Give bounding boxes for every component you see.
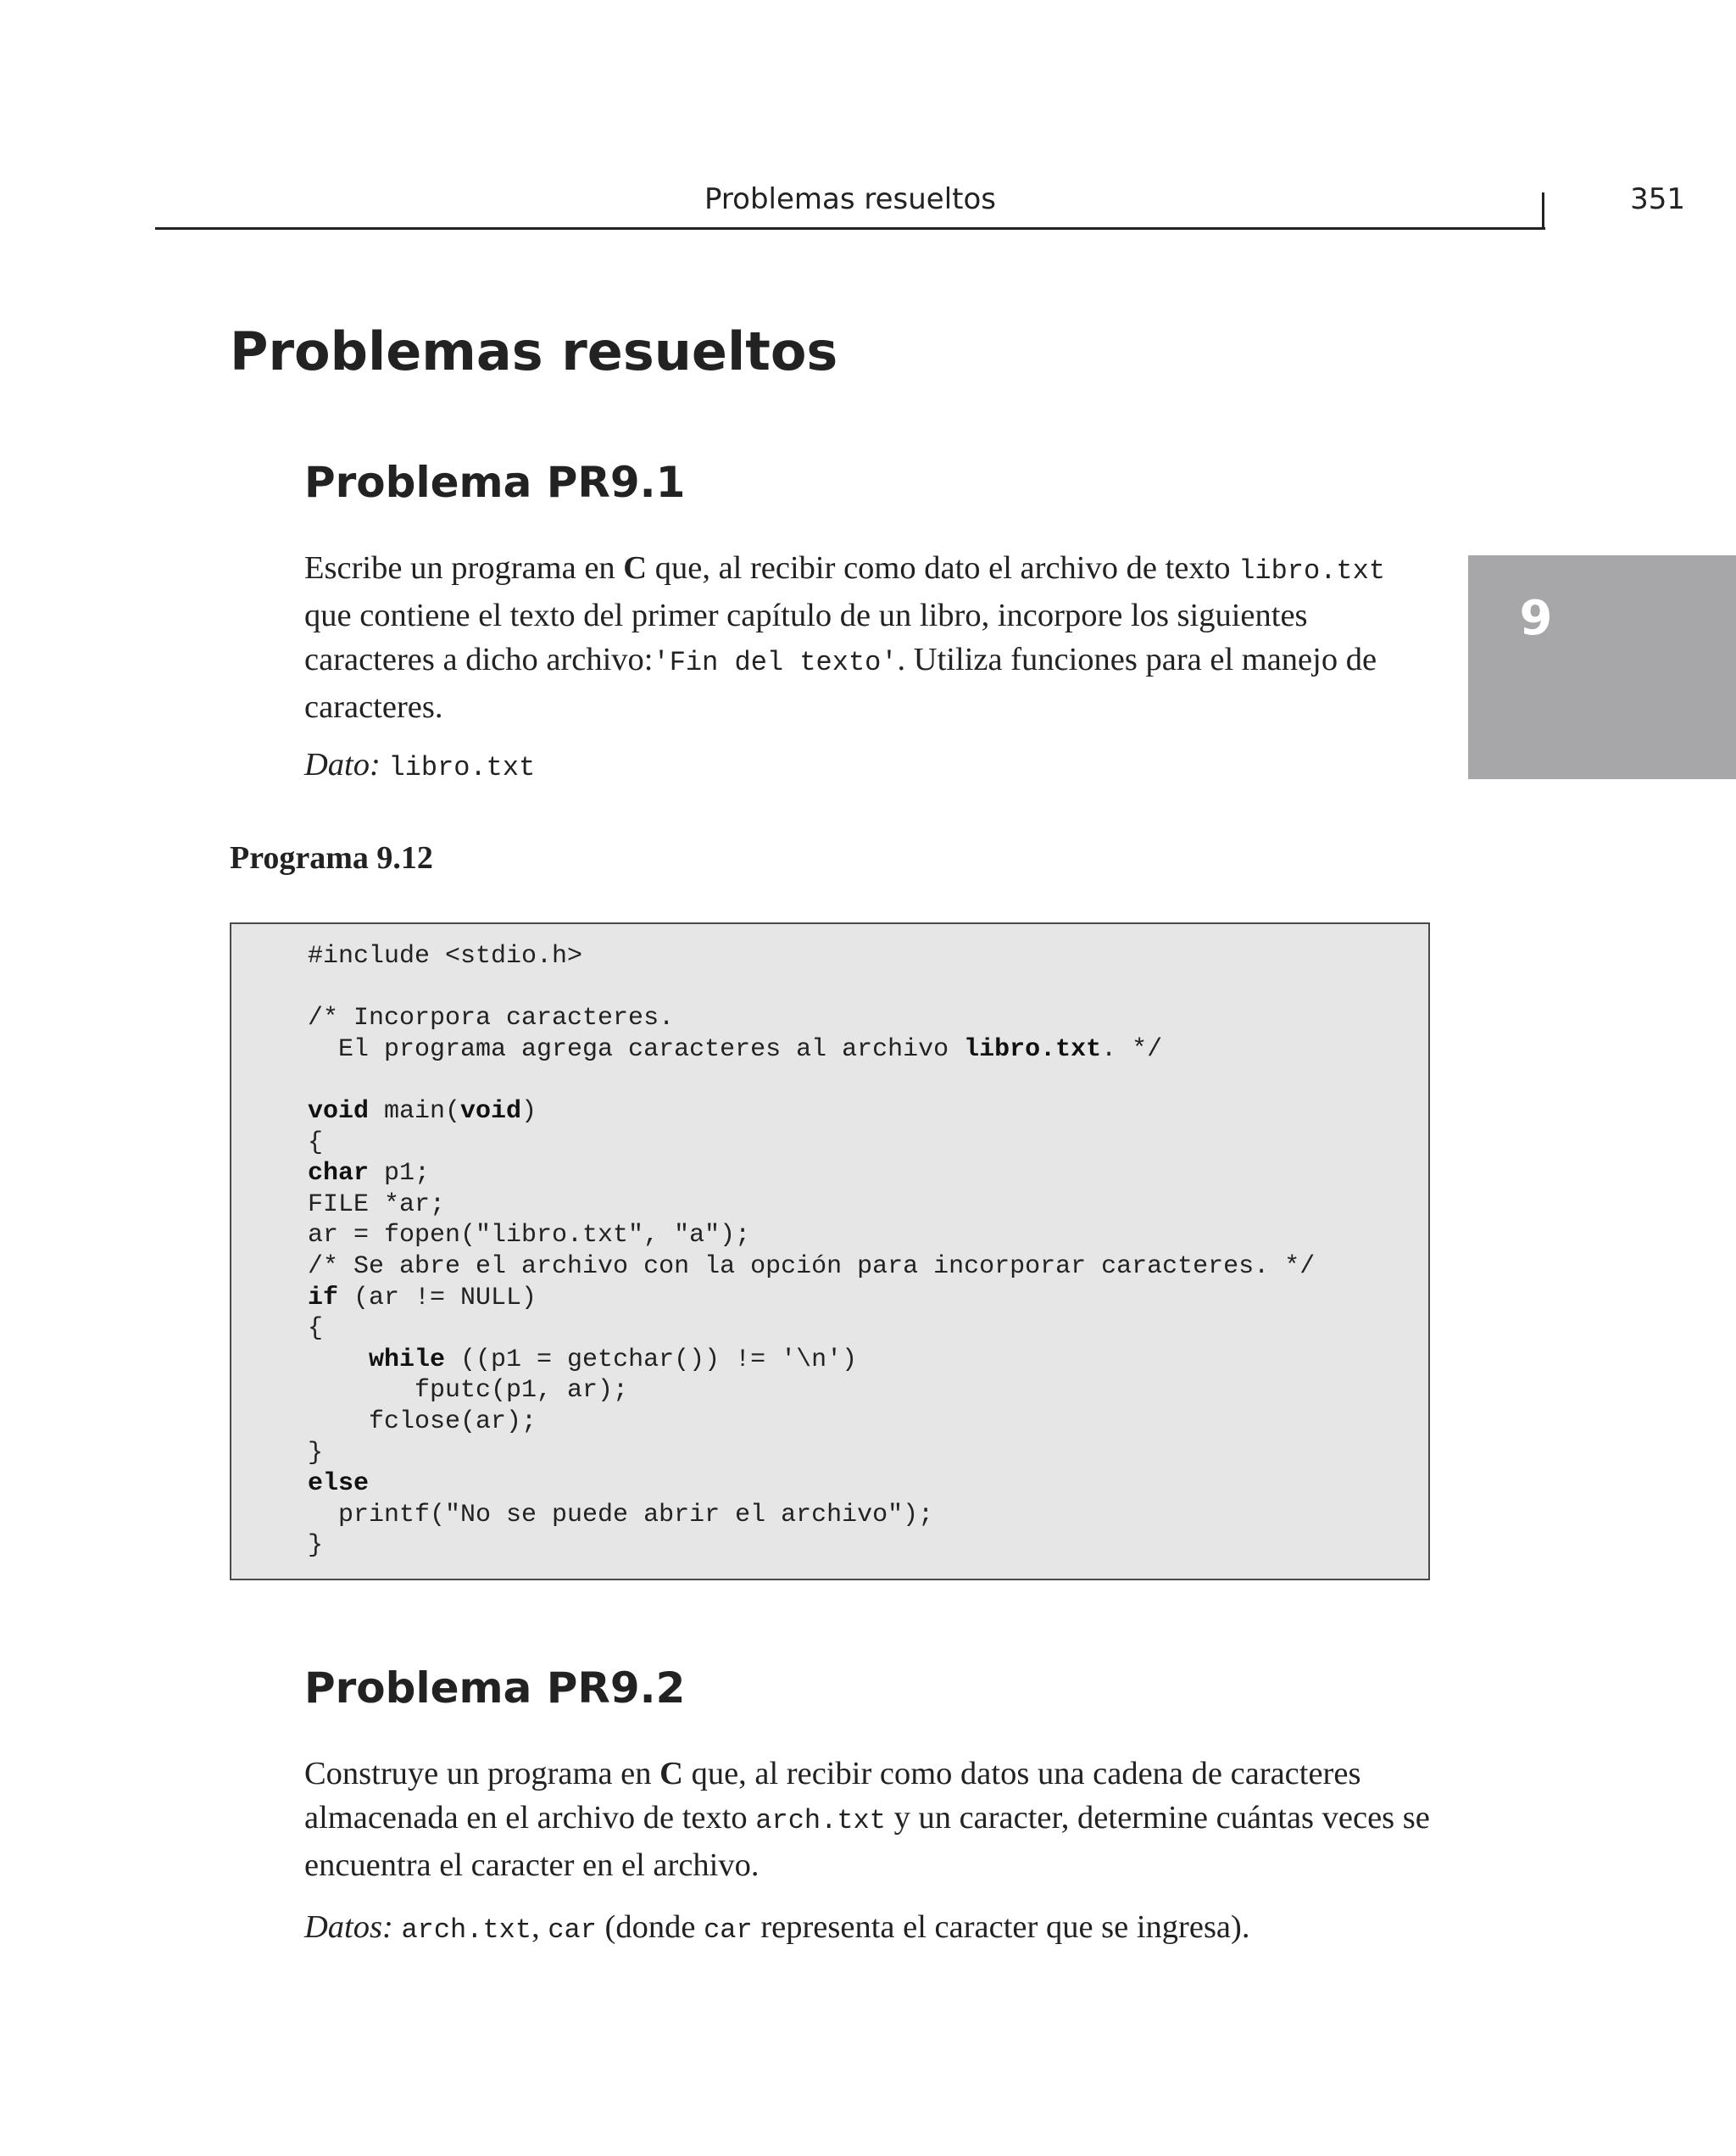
statement-text: y un caracter, determine cuántas veces se encuentra el caracter en el archivo. — [304, 1800, 1430, 1883]
code-line — [308, 1034, 1315, 1066]
statement-text: . Utiliza funciones para el manejo de caracteres. — [304, 642, 1377, 725]
code-text: main( — [369, 1096, 461, 1126]
language-name: C — [623, 550, 648, 586]
code-line — [308, 1345, 1315, 1376]
statement-text: , — [531, 1909, 548, 1945]
problem-title: Problema PR9.1 — [304, 458, 686, 507]
problem-statement — [304, 1752, 1432, 1887]
code-text: #include <stdio.h> — [308, 942, 583, 971]
problem-data — [304, 1905, 1432, 1953]
problem-statement — [304, 546, 1432, 729]
statement-text: que contiene el texto del primer capítulo de un libro, incorpore los siguientes caracteres a dicho archivo: — [304, 598, 1308, 677]
code-line — [308, 1500, 1315, 1531]
code-line — [308, 1283, 1315, 1314]
running-header-title: Problemas resueltos — [704, 182, 996, 216]
code-text: p1; — [369, 1159, 431, 1189]
code-line — [308, 1096, 1315, 1128]
code-line — [308, 1128, 1315, 1159]
code-text: FILE *ar; — [308, 1189, 446, 1219]
inline-code: arch.txt — [755, 1805, 886, 1836]
code-text: ((p1 = getchar()) != '\n') — [445, 1345, 858, 1374]
inline-code: car — [548, 1914, 597, 1946]
code-keyword: void — [460, 1096, 522, 1126]
statement-text: representa el caracter que se ingresa). — [752, 1909, 1250, 1945]
code-line — [308, 1065, 1315, 1096]
code-line — [308, 1407, 1315, 1438]
code-line — [308, 1220, 1315, 1251]
inline-code: libro.txt — [1238, 555, 1386, 587]
code-line — [308, 1468, 1315, 1500]
statement-text: Escribe un programa en — [304, 550, 624, 586]
statement-text: que, al recibir como datos una cadena de caracteres almacenada en el archivo de texto — [304, 1756, 1361, 1836]
inline-code: arch.txt — [401, 1914, 532, 1946]
page-number: 351 — [1630, 182, 1685, 216]
running-header — [155, 174, 1685, 233]
statement-text: (donde — [596, 1909, 704, 1945]
header-rule-tick — [1542, 192, 1544, 230]
language-name: C — [659, 1756, 683, 1791]
code-text: { — [308, 1314, 324, 1344]
data-label: Dato: — [304, 747, 381, 783]
code-text: ar = fopen("libro.txt", "a"); — [308, 1221, 751, 1251]
code-keyword: else — [308, 1469, 370, 1499]
code-text: } — [308, 1531, 324, 1561]
section-title: Problemas resueltos — [230, 320, 838, 382]
code-text: } — [308, 1438, 324, 1468]
chapter-tab — [1468, 555, 1736, 779]
code-line — [308, 1251, 1315, 1283]
code-text: { — [308, 1128, 324, 1157]
code-text: printf("No se puede abrir el archivo"); — [308, 1500, 934, 1529]
code-text: (ar != NULL) — [338, 1283, 537, 1312]
code-line — [308, 1438, 1315, 1469]
code-text: fputc(p1, ar); — [308, 1376, 629, 1406]
code-line — [308, 1313, 1315, 1345]
code-text — [308, 1345, 369, 1374]
code-lines — [308, 941, 1315, 1562]
inline-code: car — [704, 1914, 753, 1946]
inline-code: 'Fin del texto' — [653, 647, 898, 678]
problem-title: Problema PR9.2 — [304, 1663, 686, 1713]
code-line — [308, 972, 1315, 1004]
code-line — [308, 1375, 1315, 1407]
code-keyword: if — [308, 1283, 339, 1312]
code-text: ) — [521, 1096, 537, 1126]
data-label: Datos: — [304, 1909, 393, 1945]
code-listing — [230, 922, 1430, 1580]
code-line — [308, 1189, 1315, 1221]
code-text: /* Se abre el archivo con la opción para incorporar caracteres. */ — [308, 1251, 1316, 1281]
code-text: . */ — [1101, 1034, 1163, 1064]
program-label: Programa 9.12 — [230, 840, 433, 876]
code-line — [308, 1530, 1315, 1562]
code-keyword: char — [308, 1159, 370, 1189]
code-keyword: while — [369, 1345, 446, 1374]
code-line — [308, 941, 1315, 972]
code-line — [308, 1003, 1315, 1034]
code-text: fclose(ar); — [308, 1407, 537, 1436]
header-rule — [155, 227, 1545, 230]
inline-code: libro.txt — [388, 752, 536, 783]
chapter-tab-number: 9 — [1519, 591, 1553, 646]
statement-text: que, al recibir como dato el archivo de texto — [647, 550, 1239, 586]
code-keyword: libro.txt — [964, 1034, 1102, 1064]
code-text: El programa agrega caracteres al archivo — [308, 1034, 965, 1064]
problem-data — [304, 743, 1432, 790]
code-text: /* Incorpora caracteres. — [308, 1004, 675, 1033]
code-keyword: void — [308, 1096, 370, 1126]
statement-text: Construye un programa en — [304, 1756, 660, 1791]
code-line — [308, 1158, 1315, 1189]
